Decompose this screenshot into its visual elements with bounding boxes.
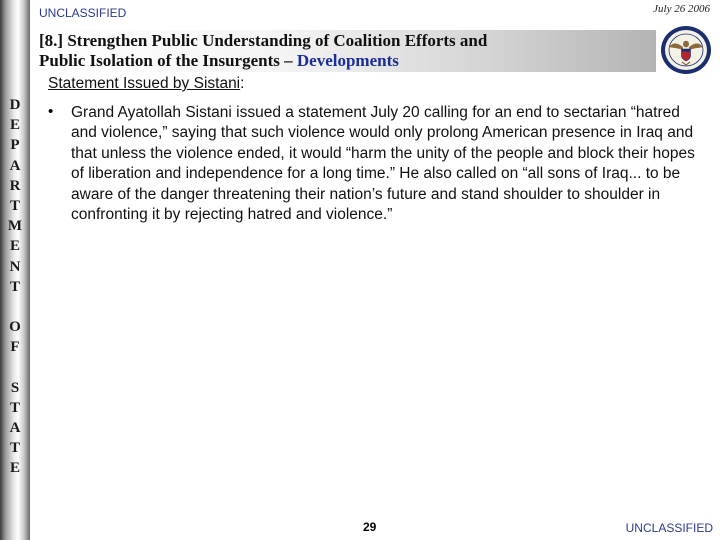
section-heading-text: Statement Issued by Sistani [48, 75, 241, 92]
section-heading-colon: : [240, 75, 245, 92]
vertical-letter: T [9, 399, 20, 416]
department-of-state-vertical-label [0, 95, 30, 479]
department-of-state-seal-icon [658, 23, 714, 77]
document-date: July 26 2006 [653, 3, 710, 15]
slide-title [39, 31, 639, 71]
page-number: 29 [363, 520, 377, 534]
vertical-letter: E [9, 117, 20, 134]
vertical-letter: S [10, 379, 20, 396]
vertical-letter: E [9, 238, 20, 255]
vertical-letter: P [10, 137, 20, 154]
vertical-letter: F [10, 339, 20, 356]
bullet-symbol: • [48, 103, 54, 120]
classification-header: UNCLASSIFIED [39, 6, 127, 20]
section-heading [48, 75, 244, 93]
vertical-letter: T [9, 440, 20, 457]
classification-footer: UNCLASSIFIED [625, 521, 713, 535]
vertical-letter: N [9, 258, 21, 275]
vertical-letter: M [7, 218, 23, 235]
vertical-gap [0, 357, 30, 377]
vertical-letter: R [9, 177, 21, 194]
vertical-letter: T [9, 278, 20, 295]
vertical-letter: E [9, 460, 20, 477]
vertical-gap [0, 297, 30, 317]
vertical-letter: A [9, 157, 21, 174]
vertical-letter: O [9, 319, 21, 336]
vertical-letter: T [9, 197, 20, 214]
title-line-1: [8.] Strengthen Public Understanding of Coalition Efforts and [39, 31, 488, 50]
vertical-letter: D [9, 97, 21, 113]
statement-paragraph: Grand Ayatollah Sistani issued a statement July 20 calling for an end to sectarian “hatred and violence,” saying that such violence would only prolong American presence in Iraq and that unless the violence ended, it would “harm the unity of the people and block their hopes of liberation and independence for a long time.” He also called on “all sons of Iraq... to be aware of the danger threatening their nation’s future and stand shoulder to shoulder in confronting it by rejecting hatred and violence.” [71, 104, 695, 224]
title-line-2: Public Isolation of the Insurgents – [39, 51, 297, 70]
vertical-letter: A [9, 420, 21, 436]
title-accent: Developments [296, 51, 399, 70]
